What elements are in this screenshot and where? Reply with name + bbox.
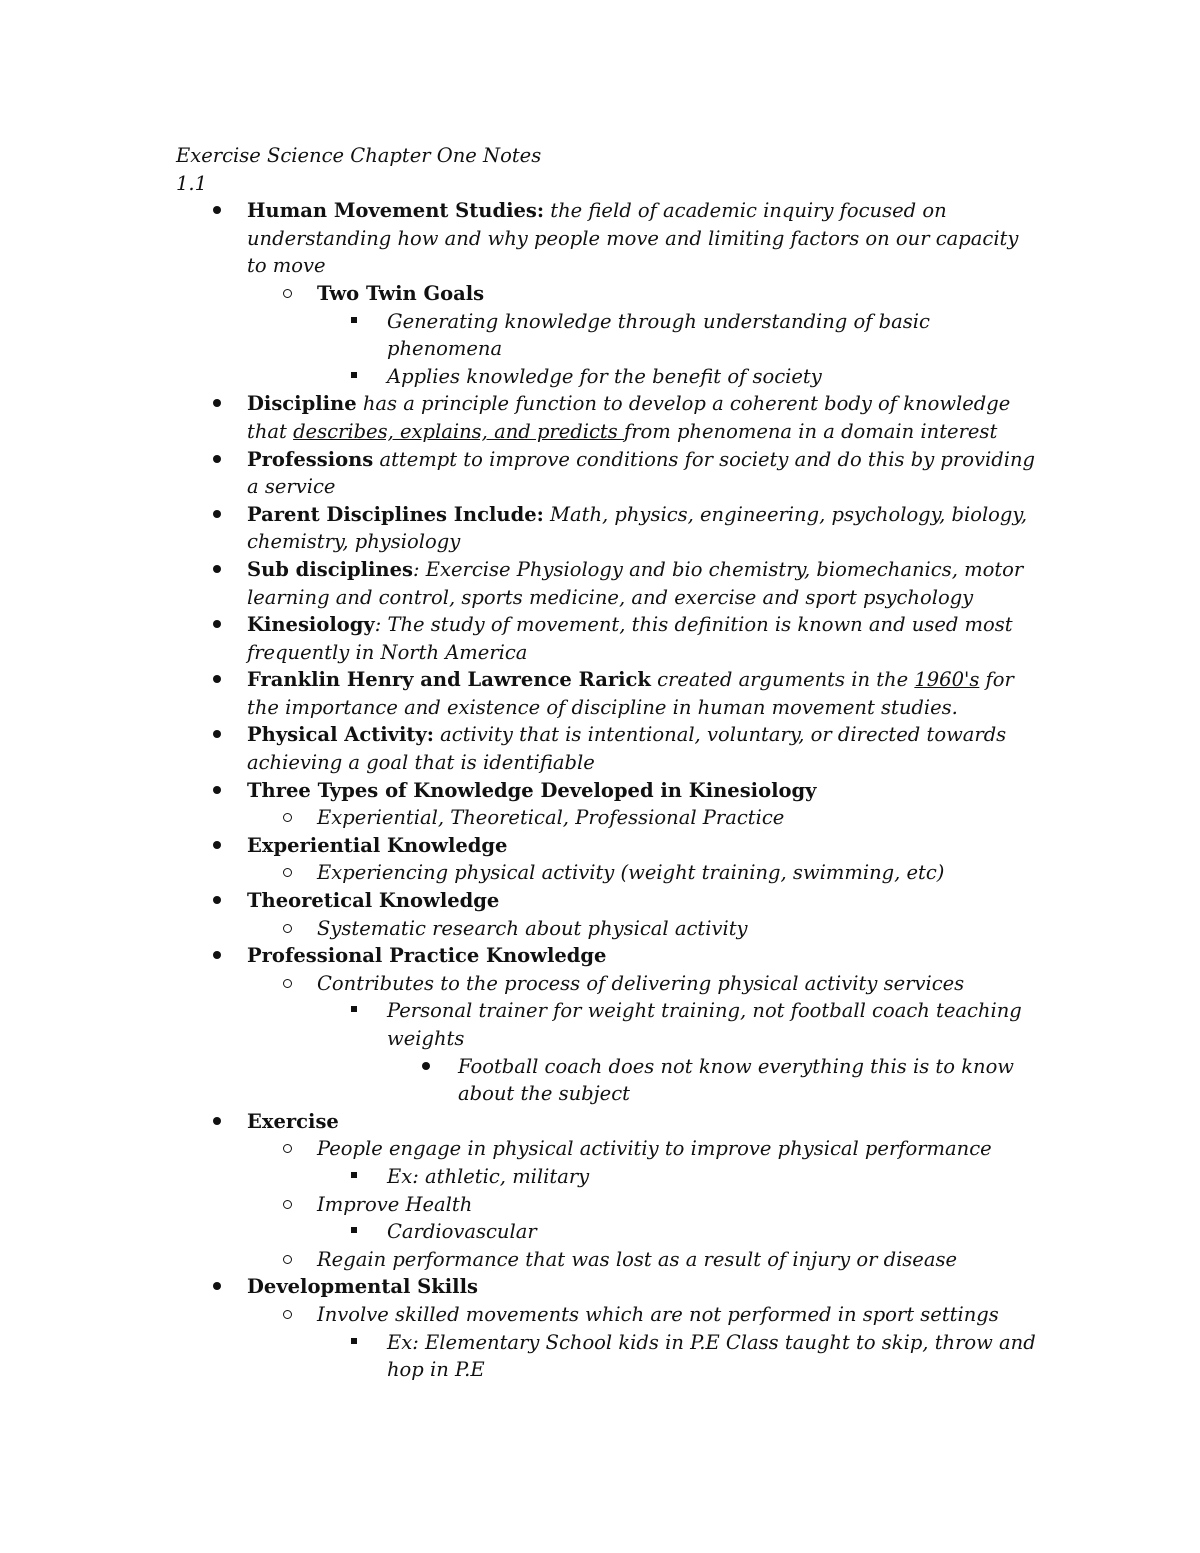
definition: : Exercise Physiology and bio chemistry, biomechanics, motor learning and control, sports medicine, and exercise and sport psychology: [247, 557, 1024, 609]
bullet-dot-icon: [213, 942, 221, 970]
bullet-circle-icon: [283, 1246, 292, 1274]
item-text: Applies knowledge for the benefit of society: [387, 364, 822, 388]
bullet-dot-icon: [213, 1273, 221, 1301]
bullet-circle-icon: [283, 1135, 292, 1163]
bullet-dot-icon: [213, 446, 221, 474]
bullet-dot-icon: [213, 666, 221, 694]
bullet-circle-icon: [283, 915, 292, 943]
bullet-dot-icon: [213, 197, 221, 225]
bullet-dot-icon: [213, 1108, 221, 1136]
definition-end: from phenomena in a domain interest: [623, 419, 998, 443]
bullet-circle-icon: [283, 970, 292, 998]
item-text: Experiential, Theoretical, Professional Practice: [317, 806, 785, 830]
list-item-exercise-2-example: [387, 1218, 1036, 1246]
definition: attempt to improve conditions for society and do this by providing a service: [247, 447, 1035, 499]
term: Kinesiology: [247, 613, 375, 637]
list-item-sub-disciplines: [247, 556, 1036, 611]
item-text: People engage in physical activitiy to improve physical performance: [317, 1137, 992, 1161]
document-title: Exercise Science Chapter One Notes: [176, 144, 542, 167]
term: Physical Activity:: [247, 723, 434, 747]
term: Developmental Skills: [247, 1275, 478, 1299]
definition: has a principle function to develop a coherent body of knowledge that: [247, 392, 1011, 443]
list-item-two-twin-goals: [317, 280, 1036, 308]
section-number: 1.1: [176, 171, 208, 195]
term: Three Types of Knowledge Developed in Kinesiology: [247, 778, 817, 802]
term: Professions: [247, 447, 374, 471]
term: Franklin Henry and Lawrence Rarick: [247, 668, 651, 692]
notes-body: [176, 142, 1036, 1384]
term: Theoretical Knowledge: [247, 889, 500, 913]
term: Professional Practice Knowledge: [247, 944, 607, 968]
term: Discipline: [247, 392, 357, 416]
bullet-circle-icon: [283, 1301, 292, 1329]
item-text: Football coach does not know everything this is to know about the subject: [458, 1054, 1014, 1106]
list-item-parent-disciplines: [247, 501, 1036, 556]
list-item-developmental-example: [387, 1329, 1036, 1384]
list-item-physical-activity: [247, 721, 1036, 776]
item-text: Ex: athletic, military: [387, 1164, 590, 1188]
definition: the field of academic inquiry focused on understanding how and why people move and limiting factors on our capacity to move: [247, 199, 1019, 278]
list-item-kinesiology: [247, 611, 1036, 666]
list-item-three-types: [247, 777, 1036, 805]
bullet-dot-icon: [213, 501, 221, 529]
underlined-year: 1960's: [914, 668, 980, 692]
list-item-exercise-1-example: [387, 1163, 1036, 1191]
list-item-developmental-skills: [247, 1273, 1036, 1301]
list-item-exercise-2: [317, 1191, 1036, 1219]
bullet-circle-icon: [283, 1191, 292, 1219]
list-item-professional-practice: [247, 942, 1036, 970]
bullet-dot-icon: [213, 611, 221, 639]
bullet-circle-icon: [283, 859, 292, 887]
list-item-professional-note: [458, 1053, 1036, 1108]
list-item-experiential: [247, 832, 1036, 860]
term: Two Twin Goals: [317, 281, 485, 305]
item-text: Personal trainer for weight training, not football coach teaching weights: [387, 999, 1022, 1050]
list-item-developmental-detail: [317, 1301, 1036, 1329]
definition: activity that is intentional, voluntary, or directed towards achieving a goal that is identifiable: [247, 723, 1007, 775]
list-item-professions: [247, 446, 1036, 501]
term: Human Movement Studies:: [247, 199, 545, 223]
term: Sub disciplines: [247, 557, 413, 581]
list-item-goal-2: [387, 363, 1036, 391]
list-item-human-movement-studies: [247, 197, 1036, 280]
definition-end: for the importance and existence of discipline in human movement studies.: [247, 668, 1014, 719]
list-item-theoretical: [247, 887, 1036, 915]
list-item-exercise: [247, 1108, 1036, 1136]
item-text: Cardiovascular: [387, 1220, 537, 1244]
bullet-square-icon: [351, 1218, 357, 1246]
list-item-three-types-detail: [317, 804, 1036, 832]
underlined-phrase: describes, explains, and predicts: [293, 419, 624, 443]
item-text: Improve Health: [317, 1192, 473, 1216]
item-text: Involve skilled movements which are not performed in sport settings: [317, 1302, 999, 1326]
bullet-dot-icon: [422, 1053, 430, 1081]
term: Experiential Knowledge: [247, 833, 508, 857]
bullet-square-icon: [351, 308, 357, 336]
list-item-experiential-detail: [317, 859, 1036, 887]
bullet-dot-icon: [213, 777, 221, 805]
bullet-circle-icon: [283, 804, 292, 832]
notes-list: [176, 197, 1036, 1384]
term: Parent Disciplines Include:: [247, 502, 544, 526]
item-text: Regain performance that was lost as a result of injury or disease: [317, 1247, 958, 1271]
list-item-theoretical-detail: [317, 915, 1036, 943]
bullet-dot-icon: [213, 887, 221, 915]
item-text: Contributes to the process of delivering physical activity services: [317, 971, 965, 995]
bullet-square-icon: [351, 1329, 357, 1357]
item-text: Ex: Elementary School kids in P.E Class taught to skip, throw and hop in P.E: [387, 1330, 1036, 1382]
bullet-dot-icon: [213, 556, 221, 584]
list-item-exercise-1: [317, 1135, 1036, 1163]
definition: created arguments in the: [650, 668, 915, 692]
list-item-professional-example: [387, 997, 1036, 1052]
item-text: Experiencing physical activity (weight training, swimming, etc): [317, 861, 945, 885]
list-item-professional-detail: [317, 970, 1036, 998]
bullet-dot-icon: [213, 390, 221, 418]
term: Exercise: [247, 1109, 339, 1133]
bullet-square-icon: [351, 1163, 357, 1191]
list-item-goal-1: [387, 308, 1036, 363]
bullet-square-icon: [351, 997, 357, 1025]
list-item-henry-rarick: [247, 666, 1036, 721]
item-text: Generating knowledge through understanding of basic phenomena: [387, 309, 930, 361]
item-text: Systematic research about physical activity: [317, 916, 748, 940]
bullet-square-icon: [351, 363, 357, 391]
bullet-circle-icon: [283, 280, 292, 308]
bullet-dot-icon: [213, 721, 221, 749]
bullet-dot-icon: [213, 832, 221, 860]
definition: : The study of movement, this definition is known and used most frequently in North America: [247, 613, 1013, 664]
list-item-exercise-3: [317, 1246, 1036, 1274]
definition: Math, physics, engineering, psychology, biology, chemistry, physiology: [247, 502, 1028, 554]
list-item-discipline: [247, 390, 1036, 445]
